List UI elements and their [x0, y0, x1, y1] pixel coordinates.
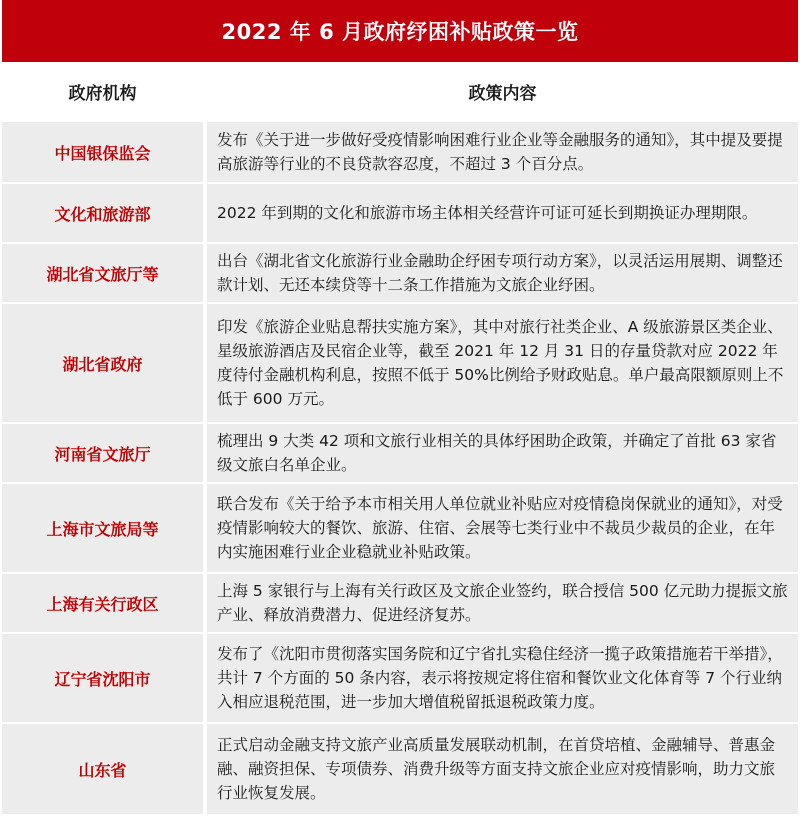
table-row	[2, 724, 798, 816]
page-title: 2022 年 6 月政府纾困补贴政策一览	[2, 0, 798, 62]
content-cell: 上海 5 家银行与上海有关行政区及文旅企业签约，联合授信 500 亿元助力提振文旅产业、释放消费潜力、促进经济复苏。	[207, 574, 798, 632]
table-row	[2, 574, 798, 634]
header-content: 政策内容	[468, 83, 537, 104]
org-cell: 辽宁省沈阳市	[2, 634, 203, 722]
table-row	[2, 424, 798, 484]
content-cell: 出台《湖北省文化旅游行业金融助企纾困专项行动方案》，以灵活运用展期、调整还款计划、无还本续贷等十二条工作措施为文旅企业纾困。	[207, 244, 798, 302]
header-org: 政府机构	[68, 83, 137, 104]
content-cell: 梳理出 9 大类 42 项和文旅行业相关的具体纾困助企政策，并确定了首批 63 家省级文旅白名单企业。	[207, 424, 798, 482]
org-cell: 山东省	[2, 724, 203, 814]
content-cell: 2022 年到期的文化和旅游市场主体相关经营许可证可延长到期换证办理期限。	[207, 184, 798, 242]
org-cell: 上海市文旅局等	[2, 484, 203, 572]
content-cell: 印发《旅游企业贴息帮扶实施方案》，其中对旅行社类企业、A 级旅游景区类企业、星级旅游酒店及民宿企业等，截至 2021 年 12 月 31 日的存量贷款对应 2022 年度待付金融机构利息，按照不低于 50%比例给予财政贴息。单户最高限额原则上不低于 600 万元。	[207, 304, 798, 422]
content-cell: 发布了《沈阳市贯彻落实国务院和辽宁省扎实稳住经济一揽子政策措施若干举措》，共计 7 个方面的 50 条内容，表示将按规定将住宿和餐饮业文化体育等 7 个行业纳入相应退税范围，进一步加大增值税留抵退税政策力度。	[207, 634, 798, 722]
content-cell: 发布《关于进一步做好受疫情影响困难行业企业等金融服务的通知》，其中提及要提高旅游等行业的不良贷款容忍度，不超过 3 个百分点。	[207, 122, 798, 182]
table-row	[2, 122, 798, 184]
table-header	[2, 62, 798, 122]
table-row	[2, 634, 798, 724]
table-row	[2, 484, 798, 574]
policy-table	[2, 62, 798, 816]
table-row	[2, 184, 798, 244]
content-cell: 正式启动金融支持文旅产业高质量发展联动机制，在首贷培植、金融辅导、普惠金融、融资担保、专项债券、消费升级等方面支持文旅企业应对疫情影响，助力文旅行业恢复发展。	[207, 724, 798, 814]
content-cell: 联合发布《关于给予本市相关用人单位就业补贴应对疫情稳岗保就业的通知》，对受疫情影响较大的餐饮、旅游、住宿、会展等七类行业中不裁员少裁员的企业，在年内实施困难行业企业稳就业补贴政策。	[207, 484, 798, 572]
org-cell: 文化和旅游部	[2, 184, 203, 242]
org-cell: 湖北省政府	[2, 304, 203, 422]
org-cell: 中国银保监会	[2, 122, 203, 182]
table-row	[2, 244, 798, 304]
org-cell: 上海有关行政区	[2, 574, 203, 632]
table-row	[2, 304, 798, 424]
org-cell: 河南省文旅厅	[2, 424, 203, 482]
org-cell: 湖北省文旅厅等	[2, 244, 203, 302]
